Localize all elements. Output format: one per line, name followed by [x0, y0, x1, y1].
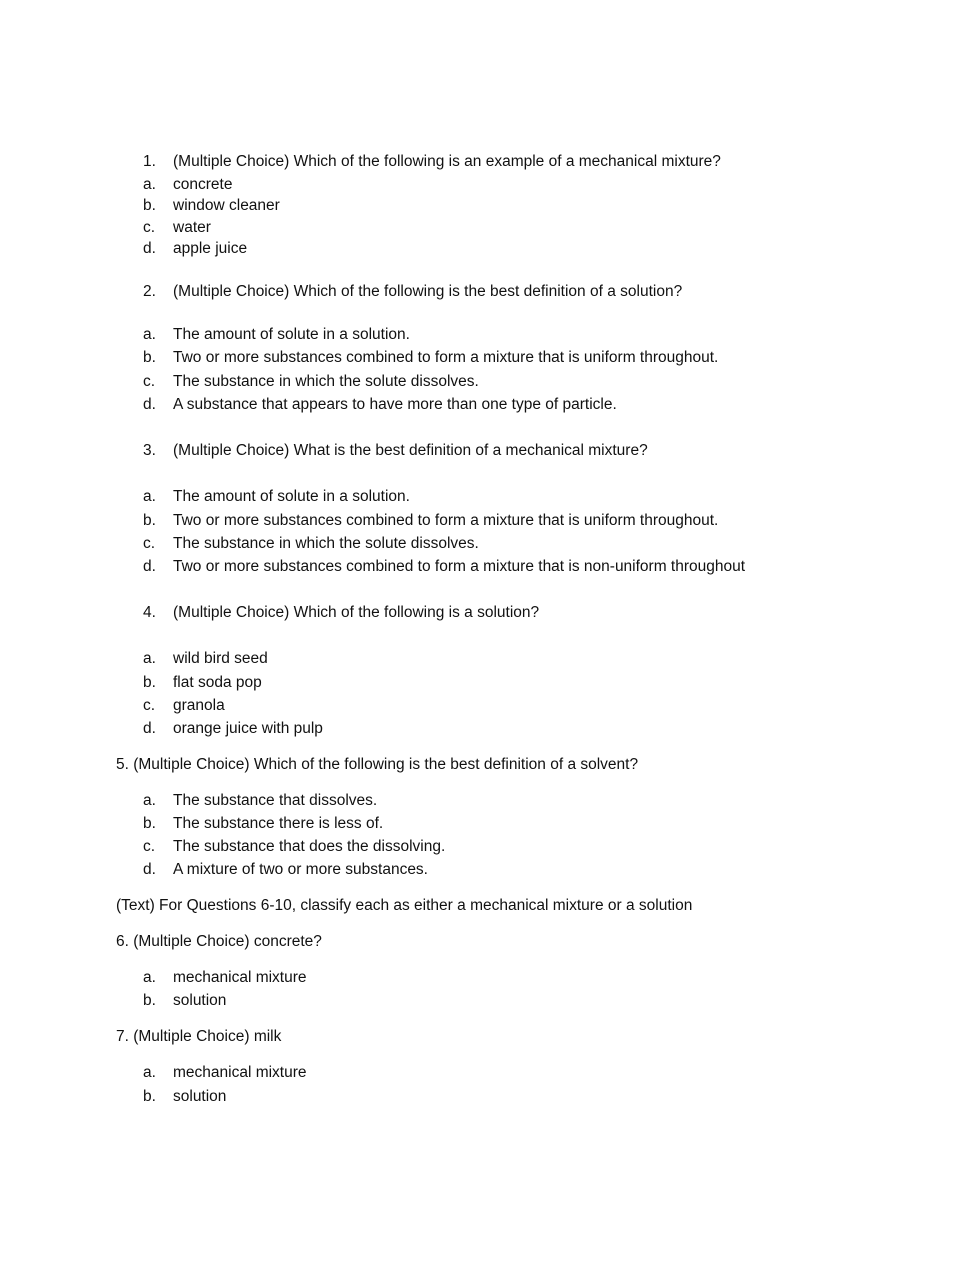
instruction-label: (Text) For Questions 6-10, classify each as either a mechanical mixture or a solution	[116, 897, 693, 914]
question-text: (Multiple Choice) Which of the following is a solution?	[173, 604, 540, 621]
option-text: flat soda pop	[173, 674, 262, 691]
option-text: The substance in which the solute dissolves.	[173, 535, 479, 552]
option-marker: a.	[143, 1064, 156, 1081]
option-text: concrete	[173, 176, 233, 193]
option-marker: a.	[143, 176, 156, 193]
option-text: A mixture of two or more substances.	[173, 861, 428, 878]
option-text: granola	[173, 697, 225, 714]
question-text: (Multiple Choice) What is the best definition of a mechanical mixture?	[173, 442, 648, 459]
question-number: 1.	[143, 153, 156, 170]
option-text: The substance there is less of.	[173, 815, 384, 832]
option-marker: a.	[143, 969, 156, 986]
option-marker: a.	[143, 488, 156, 505]
question-text: (Multiple Choice) Which of the following is an example of a mechanical mixture?	[173, 153, 721, 170]
option-text: orange juice with pulp	[173, 720, 323, 737]
question-text: (Multiple Choice) Which of the following is the best definition of a solution?	[173, 283, 683, 300]
question-text: 5. (Multiple Choice) Which of the following is the best definition of a solvent?	[116, 756, 639, 773]
option-text: mechanical mixture	[173, 969, 307, 986]
option-marker: d.	[143, 396, 156, 413]
option-text: apple juice	[173, 240, 248, 257]
option-marker: d.	[143, 861, 156, 878]
option-text: The amount of solute in a solution.	[173, 326, 410, 343]
question-text: 7. (Multiple Choice) milk	[116, 1028, 282, 1045]
option-marker: b.	[143, 512, 156, 529]
option-marker: b.	[143, 674, 156, 691]
option-marker: d.	[143, 720, 156, 737]
option-marker: c.	[143, 219, 156, 236]
option-text: The amount of solute in a solution.	[173, 488, 410, 505]
option-text: Two or more substances combined to form a mixture that is non-uniform throughout	[173, 558, 746, 575]
option-marker: b.	[143, 815, 156, 832]
option-marker: b.	[143, 992, 156, 1009]
option-text: wild bird seed	[173, 650, 268, 667]
option-text: Two or more substances combined to form a mixture that is uniform throughout.	[173, 512, 719, 529]
question-number: 3.	[143, 442, 156, 459]
option-text: window cleaner	[173, 197, 280, 214]
option-marker: d.	[143, 558, 156, 575]
option-text: The substance that does the dissolving.	[173, 838, 446, 855]
option-marker: c.	[143, 697, 156, 714]
question-text: 6. (Multiple Choice) concrete?	[116, 933, 322, 950]
option-marker: c.	[143, 535, 156, 552]
option-marker: b.	[143, 197, 156, 214]
option-marker: c.	[143, 373, 156, 390]
option-text: solution	[173, 992, 227, 1009]
option-marker: b.	[143, 349, 156, 366]
option-text: Two or more substances combined to form a mixture that is uniform throughout.	[173, 349, 719, 366]
option-marker: b.	[143, 1088, 156, 1105]
option-marker: a.	[143, 650, 156, 667]
option-text: water	[173, 219, 211, 236]
option-text: The substance that dissolves.	[173, 792, 378, 809]
option-text: solution	[173, 1088, 227, 1105]
question-number: 4.	[143, 604, 156, 621]
option-marker: a.	[143, 326, 156, 343]
option-marker: d.	[143, 240, 156, 257]
option-text: A substance that appears to have more than one type of particle.	[173, 396, 617, 413]
option-marker: c.	[143, 838, 156, 855]
option-text: The substance in which the solute dissolves.	[173, 373, 479, 390]
option-text: mechanical mixture	[173, 1064, 307, 1081]
option-marker: a.	[143, 792, 156, 809]
question-number: 2.	[143, 283, 156, 300]
